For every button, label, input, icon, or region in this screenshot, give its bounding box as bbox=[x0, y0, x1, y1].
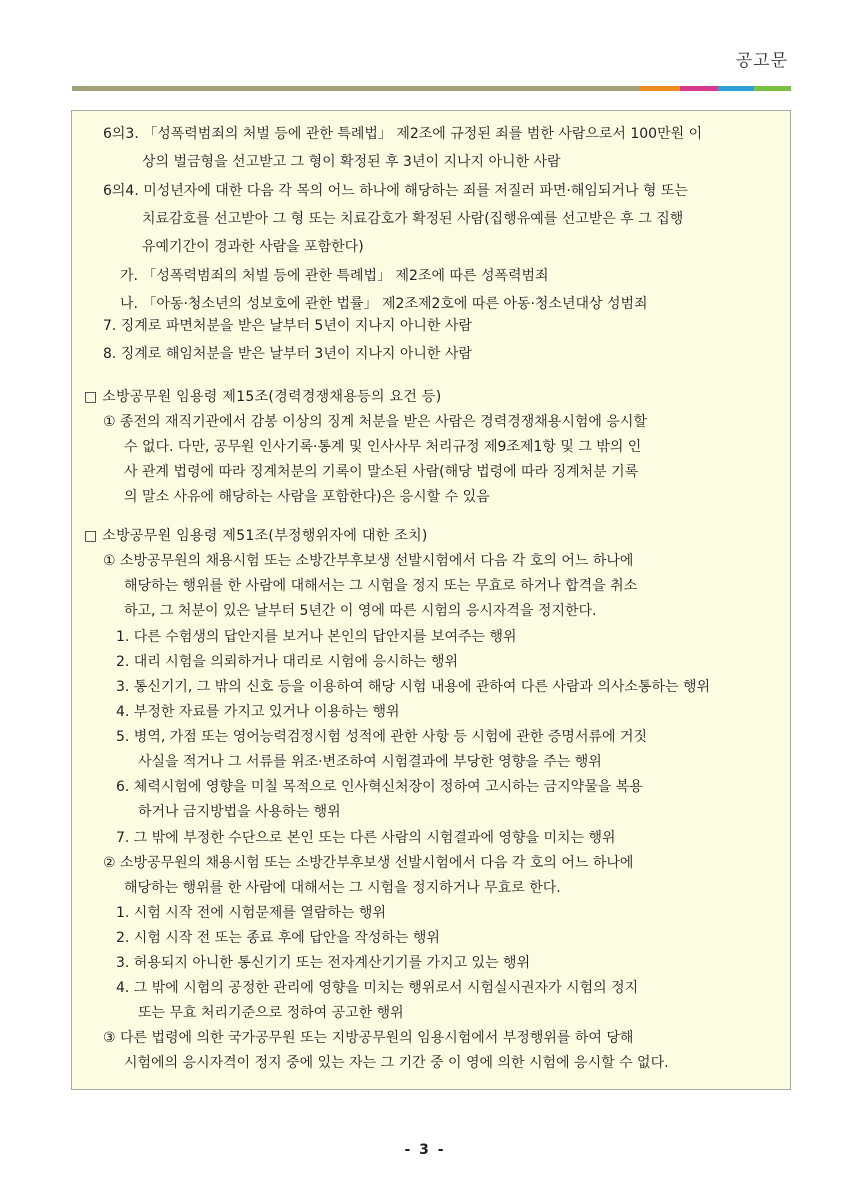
text-line: 4. 그 밖에 시험의 공정한 관리에 영향을 미치는 행위로서 시험실시권자가 시험의 정지 bbox=[116, 980, 639, 996]
header-accent-green bbox=[754, 86, 791, 91]
text-line: 6의3. 「성폭력범죄의 처벌 등에 관한 특례법」 제2조에 규정된 죄를 범한 사람으로서 100만원 이 bbox=[103, 126, 703, 142]
text-line: 4. 부정한 자료를 가지고 있거나 이용하는 행위 bbox=[116, 704, 400, 720]
header-accent-orange bbox=[640, 86, 680, 91]
text-line: 3. 통신기기, 그 밖의 신호 등을 이용하여 해당 시험 내용에 관하여 다른 사람과 의사소통하는 행위 bbox=[116, 679, 711, 695]
text-line: 하거나 금지방법을 사용하는 행위 bbox=[138, 804, 341, 820]
text-line: 8. 징계로 해임처분을 받은 날부터 3년이 지나지 아니한 사람 bbox=[103, 346, 472, 362]
text-line: 시험에의 응시자격이 정지 중에 있는 자는 그 기간 중 이 영에 의한 시험에 응시할 수 없다. bbox=[124, 1055, 669, 1071]
text-line: 5. 병역, 가점 또는 영어능력검정시험 성적에 관한 사항 등 시험에 관한 증명서류에 거짓 bbox=[116, 729, 648, 745]
text-line: 유예기간이 경과한 사람을 포함한다) bbox=[142, 239, 364, 255]
text-line: 상의 벌금형을 선고받고 그 형이 확정된 후 3년이 지나지 아니한 사람 bbox=[142, 154, 561, 170]
text-line: 6. 체력시험에 영향을 미칠 목적으로 인사혁신처장이 정하여 고시하는 금지약물을 복용 bbox=[116, 779, 643, 795]
text-line: 2. 대리 시험을 의뢰하거나 대리로 시험에 응시하는 행위 bbox=[116, 654, 459, 670]
text-line: 1. 시험 시작 전에 시험문제를 열람하는 행위 bbox=[116, 905, 386, 921]
text-line: 7. 그 밖에 부정한 수단으로 본인 또는 다른 사람의 시험결과에 영향을 미치는 행위 bbox=[116, 830, 616, 846]
text-line: ① 소방공무원의 채용시험 또는 소방간부후보생 선발시험에서 다음 각 호의 어느 하나에 bbox=[103, 553, 634, 569]
section-heading: □ 소방공무원 임용령 제15조(경력경쟁채용등의 요건 등) bbox=[84, 389, 442, 405]
text-line: 1. 다른 수험생의 답안지를 보거나 본인의 답안지를 보여주는 행위 bbox=[116, 629, 517, 645]
text-line: 의 말소 사유에 해당하는 사람을 포함한다)은 응시할 수 있음 bbox=[124, 489, 490, 505]
text-line: 6의4. 미성년자에 대한 다음 각 목의 어느 하나에 해당하는 죄를 저질러 파면·해임되거나 형 또는 bbox=[103, 183, 688, 199]
text-line: 7. 징계로 파면처분을 받은 날부터 5년이 지나지 아니한 사람 bbox=[103, 318, 472, 334]
text-line: 치료감호를 선고받아 그 형 또는 치료감호가 확정된 사람(집행유예를 선고받은 후 그 집행 bbox=[142, 211, 684, 227]
text-line: 해당하는 행위를 한 사람에 대해서는 그 시험을 정지하거나 무효로 한다. bbox=[124, 880, 561, 896]
text-line: 또는 무효 처리기준으로 정하여 공고한 행위 bbox=[138, 1005, 404, 1021]
text-line: ② 소방공무원의 채용시험 또는 소방간부후보생 선발시험에서 다음 각 호의 어느 하나에 bbox=[103, 855, 634, 871]
text-line: 가. 「성폭력범죄의 처벌 등에 관한 특례법」 제2조에 따른 성폭력범죄 bbox=[120, 268, 549, 284]
header-title: 공고문 bbox=[735, 51, 788, 71]
text-line: 하고, 그 처분이 있은 날부터 5년간 이 영에 따른 시험의 응시자격을 정지한다. bbox=[124, 603, 597, 619]
text-line: 사 관계 법령에 따라 징계처분의 기록이 말소된 사람(해당 법령에 따라 징계처분 기록 bbox=[124, 464, 639, 480]
section-heading: □ 소방공무원 임용령 제51조(부정행위자에 대한 조치) bbox=[84, 528, 428, 544]
text-line: ① 종전의 재직기관에서 감봉 이상의 징계 처분을 받은 사람은 경력경쟁채용시험에 응시할 bbox=[103, 414, 647, 430]
text-line: 수 없다. 다만, 공무원 인사기록·통계 및 인사사무 처리규정 제9조제1항 및 그 밖의 인 bbox=[124, 439, 642, 455]
text-line: ③ 다른 법령에 의한 국가공무원 또는 지방공무원의 임용시험에서 부정행위를 하여 당해 bbox=[103, 1030, 634, 1046]
text-line: 3. 허용되지 아니한 통신기기 또는 전자계산기기를 가지고 있는 행위 bbox=[116, 955, 531, 971]
text-line: 사실을 적거나 그 서류를 위조·변조하여 시험결과에 부당한 영향을 주는 행위 bbox=[138, 754, 602, 770]
text-line: 나. 「아동·청소년의 성보호에 관한 법률」 제2조제2호에 따른 아동·청소년대상 성범죄 bbox=[120, 296, 648, 312]
header-accent-blue bbox=[718, 86, 754, 91]
page-number: - 3 - bbox=[404, 1142, 446, 1158]
text-line: 해당하는 행위를 한 사람에 대해서는 그 시험을 정지 또는 무효로 하거나 합격을 취소 bbox=[124, 578, 638, 594]
text-line: 2. 시험 시작 전 또는 종료 후에 답안을 작성하는 행위 bbox=[116, 930, 440, 946]
header-accent-pink bbox=[680, 86, 718, 91]
